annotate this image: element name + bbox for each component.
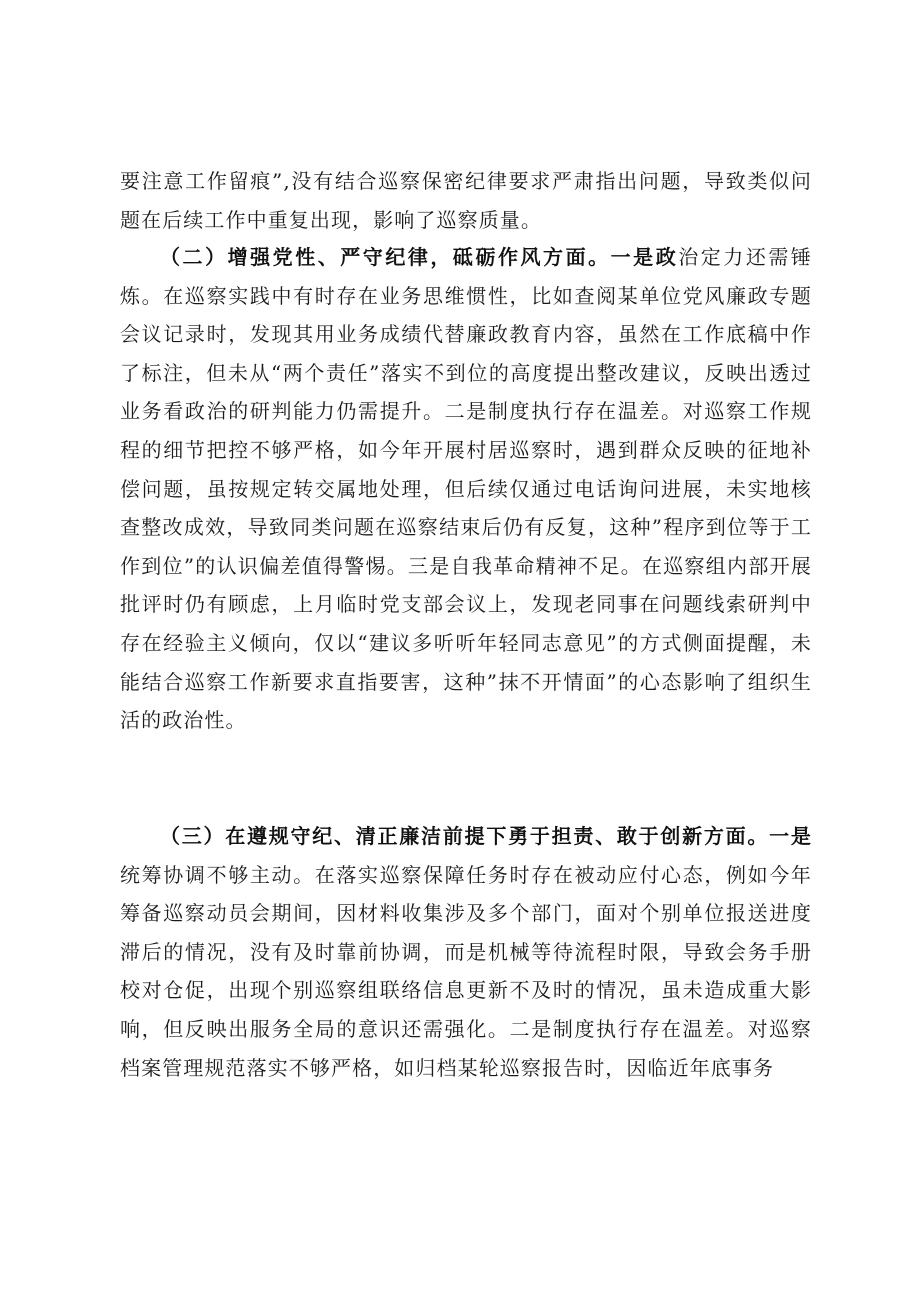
section-3-heading: （三）在遵规守纪、清正廉洁前提下勇于担责、敢于创新方面。一是 — [160, 824, 812, 848]
paragraph-section-3 — [120, 817, 812, 1087]
section-2-heading: （二）增强党性、严守纪律，砥砺作风方面。一是政 — [160, 245, 679, 269]
section-3-body: 统筹协调不够主动。在落实巡察保障任务时存在被动应付心态，例如今年筹备巡察动员会期间，因材料收集涉及多个部门，面对个别单位报送进度滞后的情况，没有及时靠前协调，而是机械等待流程时限，导致会务手册校对仓促，出现个别巡察组联络信息更新不及时的情况，虽未造成重大影响，但反映出服务全局的意识还需强化。二是制度执行存在温差。对巡察档案管理规范落实不够严格，如归档某轮巡察报告时，因临近年底事务 — [120, 862, 812, 1080]
paragraph-1-text: 要注意工作留痕”,没有结合巡察保密纪律要求严肃指出问题，导致类似问题在后续工作中重复出现，影响了巡察质量。 — [120, 169, 812, 232]
paragraph-section-2 — [120, 238, 812, 740]
paragraph-continuation — [120, 162, 812, 239]
section-2-body: 治定力还需锤炼。在巡察实践中有时存在业务思维惯性，比如查阅某单位党风廉政专题会议记录时，发现其用业务成绩代替廉政教育内容，虽然在工作底稿中作了标注，但未从“两个责任”落实不到位的高度提出整改建议，反映出透过业务看政治的研判能力仍需提升。二是制度执行存在温差。对巡察工作规程的细节把控不够严格，如今年开展村居巡察时，遇到群众反映的征地补偿问题，虽按规定转交属地处理，但后续仅通过电话询问进展，未实地核查整改成效，导致同类问题在巡察结束后仍有反复，这种”程序到位等于工作到位”的认识偏差值得警惕。三是自我革命精神不足。在巡察组内部开展批评时仍有顾虑，上月临时党支部会议上，发现老同事在问题线索研判中存在经验主义倾向，仅以“建议多听听年轻同志意见”的方式侧面提醒，未能结合巡察工作新要求直指要害，这种”抹不开情面”的心态影响了组织生活的政治性。 — [120, 245, 812, 733]
